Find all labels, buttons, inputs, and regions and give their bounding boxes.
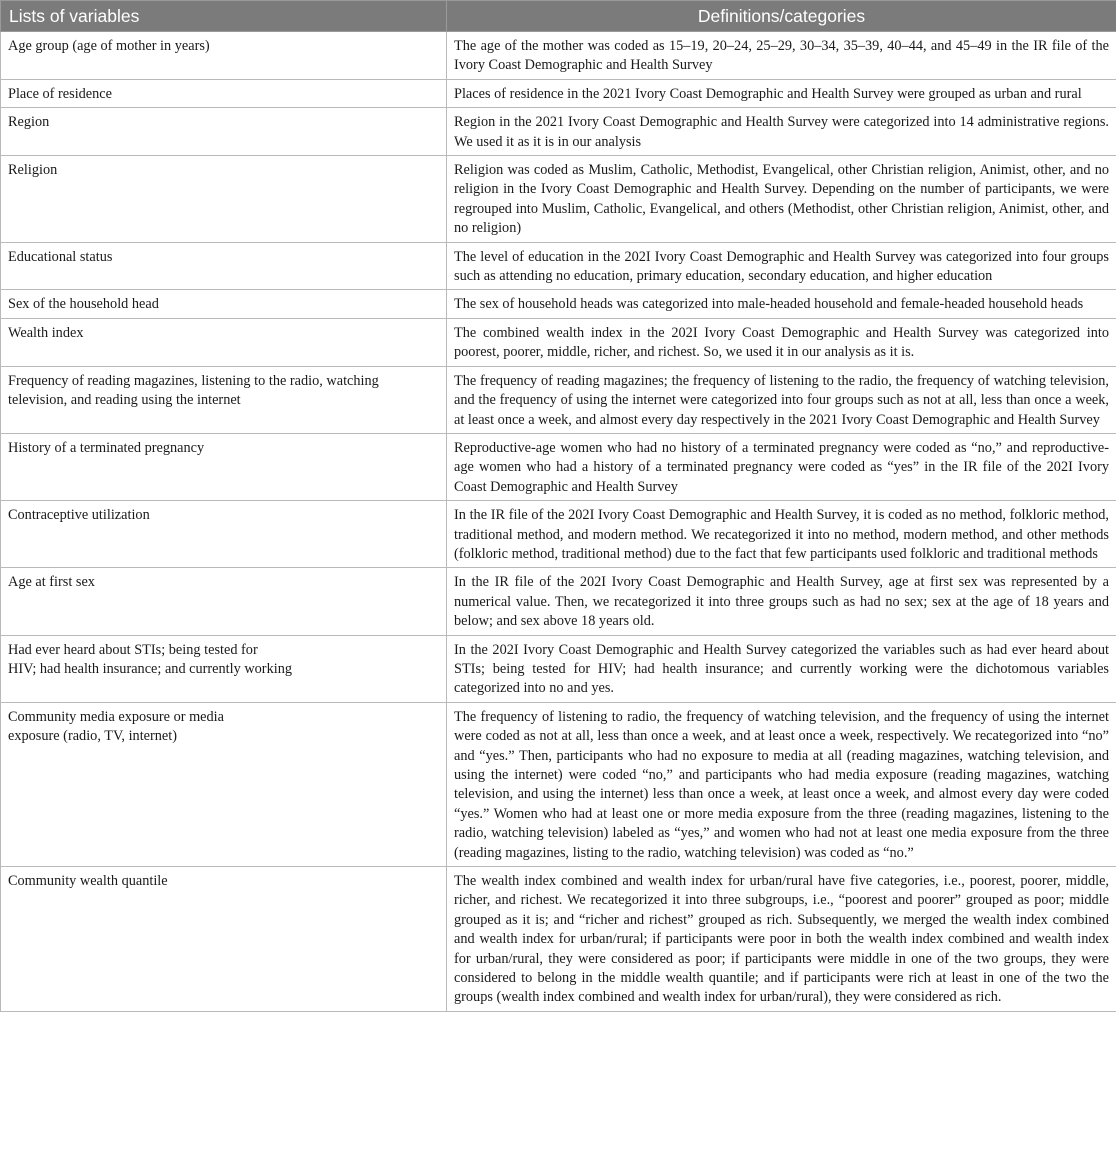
variable-cell-line: Had ever heard about STIs; being tested for [8,641,258,658]
table-row [1,156,1116,243]
variable-cell: Age group (age of mother in years) [1,32,447,80]
variable-cell-line: Community media exposure or media [8,708,224,725]
variable-cell: Contraceptive utilization [1,501,447,568]
variable-cell [1,702,447,866]
table-row [1,635,1116,702]
definition-cell: The sex of household heads was categorized into male-headed household and female-headed household heads [447,290,1116,318]
definition-cell: The frequency of listening to radio, the frequency of watching television, and the frequency of using the internet were coded as not at all, less than once a week, and at least once a week, respectively. We recategorized into “no” and “yes.” Then, participants who had no exposure to media at all (reading magazines, watching television, and using the internet) were coded “no,” and participants who had media exposure (reading magazines, watching television, and using the internet) less than once a week, at least once a week, and almost every day were coded “yes.” Women who had at least one or more media exposure from the three (reading magazines, listening to the radio, watching television) labeled as “yes,” and women who had not at least one media exposure from the three (reading magazines, listing to the radio, watching television) was coded as “no.” [447,702,1116,866]
definition-cell: In the 202I Ivory Coast Demographic and Health Survey categorized the variables such as had ever heard about STIs; being tested for HIV; had health insurance; and currently working were the dichotomous variables categorized into no and yes. [447,635,1116,702]
definition-cell: The age of the mother was coded as 15–19, 20–24, 25–29, 30–34, 35–39, 40–44, and 45–49 in the IR file of the Ivory Coast Demographic and Health Survey [447,32,1116,80]
variable-cell: Frequency of reading magazines, listening to the radio, watching television, and reading using the internet [1,366,447,433]
column-header-variables: Lists of variables [1,1,447,32]
definition-cell: Places of residence in the 2021 Ivory Coast Demographic and Health Survey were grouped as urban and rural [447,79,1116,107]
table-row [1,702,1116,866]
table-row [1,108,1116,156]
variable-cell: Sex of the household head [1,290,447,318]
table-row [1,318,1116,366]
definition-cell: The wealth index combined and wealth index for urban/rural have five categories, i.e., poorest, poorer, middle, richer, and richest. We recategorized it into three subgroups, i.e., “poorest and poorer” grouped as poor; middle grouped as it is; and “richer and richest” grouped as rich. Subsequently, we merged the wealth index combined and wealth index for urban/rural; if participants were poor in both the wealth index combined and wealth index for urban/rural, they were considered as poor; if participants were middle in one of the two groups, they were considered to belong in the middle wealth quantile; and if participants were rich at least in one of the two the groups (wealth index combined and wealth index for urban/rural), they were considered as rich. [447,867,1116,1012]
variable-cell: History of a terminated pregnancy [1,433,447,500]
table-row [1,867,1116,1012]
definition-cell: The level of education in the 202I Ivory Coast Demographic and Health Survey was categorized into four groups such as attending no education, primary education, secondary education, and higher education [447,242,1116,290]
variable-cell-line: exposure (radio, TV, internet) [8,728,178,745]
table-row [1,242,1116,290]
definition-cell: The frequency of reading magazines; the frequency of listening to the radio, the frequency of watching television, and the frequency of using the internet were categorized into four groups such as not at all, less than once a week, at least once a week, and almost every day respectively in the 2021 Ivory Coast Demographic and Health Survey [447,366,1116,433]
variable-cell: Educational status [1,242,447,290]
definition-cell: In the IR file of the 202I Ivory Coast Demographic and Health Survey, it is coded as no method, folkloric method, traditional method, and modern method. We recategorized it into no method, modern method, and other methods (folkloric method, traditional method) due to the fact that few participants used folkloric and traditional methods [447,501,1116,568]
variable-cell: Community wealth quantile [1,867,447,1012]
table-row [1,501,1116,568]
definition-cell: The combined wealth index in the 202I Ivory Coast Demographic and Health Survey was categorized into poorest, poorer, middle, richer, and richest. So, we used it in our analysis as it is. [447,318,1116,366]
variable-cell-line: HIV; had health insurance; and currently working [8,660,292,677]
variable-cell: Wealth index [1,318,447,366]
table-row [1,568,1116,635]
table-row [1,79,1116,107]
table-row [1,290,1116,318]
definition-cell: Reproductive-age women who had no history of a terminated pregnancy were coded as “no,” and reproductive-age women who had a history of a terminated pregnancy were coded as “yes” in the IR file of the 202I Ivory Coast Demographic and Health Survey [447,433,1116,500]
column-header-definitions: Definitions/categories [447,1,1116,32]
variable-cell: Age at first sex [1,568,447,635]
table-row [1,433,1116,500]
definition-cell: Religion was coded as Muslim, Catholic, Methodist, Evangelical, other Christian religion, Animist, other, and no religion in the Ivory Coast Demographic and Health Survey. Depending on the number of participants, we were regrouped into Muslim, Catholic, Evangelical, and others (Methodist, other Christian religion, Animist, other, and no religion) [447,156,1116,243]
table-row [1,32,1116,80]
variable-cell [1,635,447,702]
variable-cell: Religion [1,156,447,243]
definition-cell: Region in the 2021 Ivory Coast Demographic and Health Survey were categorized into 14 administrative regions. We used it as it is in our analysis [447,108,1116,156]
variable-cell: Region [1,108,447,156]
definition-cell: In the IR file of the 202I Ivory Coast Demographic and Health Survey, age at first sex was represented by a numerical value. Then, we recategorized it into three groups such as had no sex; sex at the age of 18 years and below; and sex above 18 years old. [447,568,1116,635]
table-row [1,366,1116,433]
table-header-row [1,1,1116,32]
variable-cell: Place of residence [1,79,447,107]
